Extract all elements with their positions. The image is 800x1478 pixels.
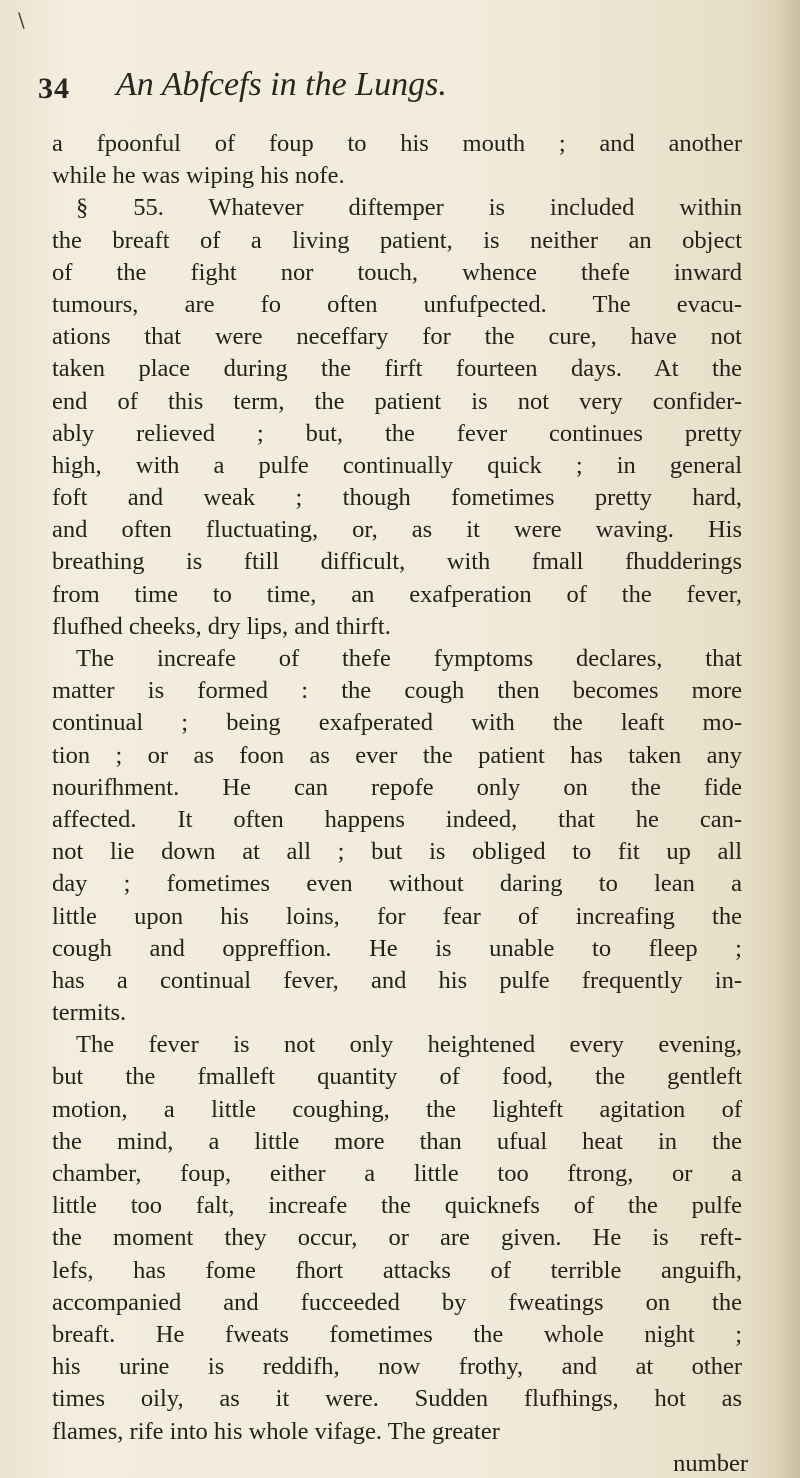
text-line: flames, rife into his whole vifage. The greater [52,1417,500,1445]
text-line: matter is formed : the cough then becomes more [52,677,742,705]
text-line: a fpoonful of foup to his mouth ; and another [52,130,742,157]
page-edge-shadow [776,0,800,1478]
text-line: from time to time, an exafperation of the fever, [52,580,742,608]
text-line: the moment they occur, or are given. He is reft- [52,1224,742,1252]
text-line: continual ; being exafperated with the leaft mo- [52,709,742,737]
text-line: accompanied and fucceeded by fweatings on the [52,1288,742,1316]
text-line: taken place during the firft fourteen days. At the [52,355,742,383]
text-line: and often fluctuating, or, as it were waving. His [52,516,742,544]
text-line: chamber, foup, either a little too ftrong, or a [52,1160,742,1187]
text-line: but the fmalleft quantity of food, the gentleft [52,1063,742,1091]
corner-mark: \ [18,8,25,32]
text-line: ably relieved ; but, the fever continues pretty [52,419,742,447]
text-line: breathing is ftill difficult, with fmall fhudderings [52,548,742,576]
text-line: cough and oppreffion. He is unable to fleep ; [52,934,742,962]
text-line: of the fight nor touch, whence thefe inward [52,258,742,286]
text-line: day ; fometimes even without daring to lean a [52,870,742,898]
text-line: end of this term, the patient is not very confider- [52,387,742,415]
text-line: affected. It often happens indeed, that he can- [52,805,742,833]
text-line: times oily, as it were. Sudden flufhings, hot as [52,1385,742,1413]
text-line: § 55. Whatever diftemper is included within [76,194,742,222]
text-line: nourifhment. He can repofe only on the fide [52,773,742,801]
text-line: termits. [52,999,127,1027]
text-line: lefs, has fome fhort attacks of terrible anguifh, [52,1256,742,1284]
running-head [38,66,738,112]
text-line: high, with a pulfe continually quick ; in general [52,451,742,479]
text-line: has a continual fever, and his pulfe frequently in- [52,966,742,994]
text-line: motion, a little coughing, the lighteft agitation of [52,1095,742,1123]
text-line: the breaft of a living patient, is neither an object [52,226,742,254]
text-line: tumours, are fo often unfufpected. The evacu- [52,290,742,318]
text-line: tion ; or as foon as ever the patient has taken any [52,741,742,769]
text-line: breaft. He fweats fometimes the whole night ; [52,1320,742,1348]
running-head-title: An Abfcefs in the Lungs. [116,66,447,103]
page-number: 34 [38,72,70,105]
text-line: while he was wiping his nofe. [52,162,345,190]
text-line: little upon his loins, for fear of increafing the [52,902,742,930]
text-line: the mind, a little more than ufual heat in the [52,1127,742,1155]
text-line: foft and weak ; though fometimes pretty hard, [52,484,742,512]
catchword: number [673,1449,748,1477]
text-line: his urine is reddifh, now frothy, and at other [52,1353,742,1381]
body-text [52,128,772,1478]
text-line: not lie down at all ; but is obliged to fit up all [52,838,742,866]
text-line: little too falt, increafe the quicknefs of the pulfe [52,1192,742,1220]
text-line: ations that were neceffary for the cure, have not [52,323,742,351]
text-line: The increafe of thefe fymptoms declares, that [76,645,742,672]
text-line: The fever is not only heightened every evening, [76,1031,742,1059]
text-line: flufhed cheeks, dry lips, and thirft. [52,612,391,640]
